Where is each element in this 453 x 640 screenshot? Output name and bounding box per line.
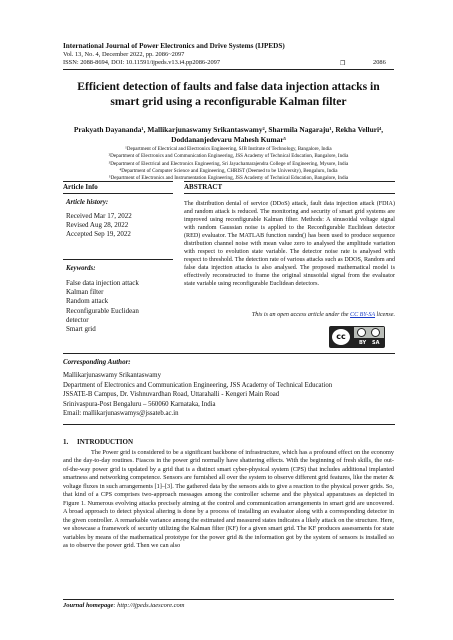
- keyword-item: detector: [66, 315, 89, 324]
- article-history-label: Article history:: [66, 199, 109, 206]
- open-access-prefix: This is an open access article under the: [251, 312, 351, 318]
- section-heading-introduction: 1. INTRODUCTION: [63, 438, 134, 446]
- abstract-top-rule: [184, 181, 395, 182]
- abstract-text: The distribution denial of service (DDoS) attack, fault data injection attack (FDIA) and random attack is reduced. The monitoring and security of smart grid systems are improved using reconfigurable Kalman filter. Methods: A sinusoidal voltage signal with random Gaussian noise is applied to the Reconfigurable Euclidean detector (RED) evaluator. The MATLAB function randn() has been used to produce sequence distribution channel noise with mean value zero to analysed the amplitude variation with respect to evolution state variable. The detector noise rate is analysed with respect to threshold. The detection rate of various attacks such as DDOS, Random and false data injection attacks is also analysed. The proposed mathematical model is effectively reconstructed to frame the original sinusoidal signal from the evaluator state variable using reconfigurable Euclidean detectors.: [184, 201, 395, 287]
- keywords-label: Keywords:: [66, 265, 96, 272]
- affiliation-4: ⁴Department of Computer Science and Engineering, CHRIST (Deemed to be University), Bengaluru, India: [119, 167, 338, 174]
- affiliation-5: ⁵Department of Electronics and Instrumentation Engineering, JSS Academy of Technical Education, Bangalore, India: [108, 175, 349, 182]
- authors-line-2: Doddananjedevaru Mahesh Kumar⁵: [171, 135, 286, 144]
- share-alike-icon: [371, 328, 380, 337]
- article-history: [66, 212, 132, 240]
- volume-line: Vol. 13, No. 4, December 2022, pp. 2086~2097: [63, 51, 185, 58]
- license-link[interactable]: CC BY-SA: [350, 312, 376, 318]
- paper-title: Efficient detection of faults and false data injection attacks in smart grid using a reconfigurable Kalman filter: [77, 80, 380, 108]
- corresponding-author-details: [63, 371, 395, 419]
- article-info-heading: Article Info: [63, 183, 98, 191]
- keywords-rule: [63, 259, 173, 260]
- keyword-item: Smart grid: [66, 325, 96, 334]
- footer-rule: [63, 599, 394, 600]
- history-received: Received Mar 17, 2022: [66, 212, 132, 220]
- page-number: 2086: [373, 59, 386, 66]
- issn-doi-line: ISSN: 2088-8694, DOI: 10.11591/ijpeds.v13.i4.pp2086-2097: [63, 59, 221, 66]
- keyword-list: [66, 279, 139, 334]
- corresponding-author-heading: Corresponding Author:: [63, 358, 131, 366]
- journal-name: International Journal of Power Electronics and Drive Systems (IJPEDS): [63, 42, 285, 50]
- journal-homepage-url[interactable]: : http://ijpeds.iaescore.com: [113, 602, 185, 609]
- authors-line-1: Prakyath Dayananda¹, Mallikarjunaswamy Srikantaswamy², Sharmila Nagaraju¹, Rekha Velluri⁴,: [73, 125, 384, 134]
- corresponding-campus: JSSATE-B Campus, Dr. Vishnuvardhan Road, Uttarahalli - Kengeri Main Road: [63, 391, 280, 398]
- article-info-top-rule: [63, 181, 173, 182]
- box-bottom-rule: [63, 353, 395, 354]
- affiliations: [63, 146, 394, 182]
- corresponding-email: Email: mallikarjunaswamys@jssateb.ac.in: [63, 410, 179, 417]
- corresponding-name: Mallikarjunaswamy Srikantaswamy: [63, 372, 161, 379]
- introduction-paragraph: The Power grid is considered to be a significant backbone of infrastructure, which has a profound effect on the economy and the day-to-day routines. Fiascos in the power grid normally have shattering effects. With the beginning of fresh skills, the out-of-the-way power grid is updated by a grid that is a distinct smart cyber-physical system (CPS) that includes additional implanted smartness and networking competence. Sensors are furnished all over the system to observe different grid features, like the meter & voltage fluxes in such arrangements [1]–[3]. The gathered data by the sensors aids to give a reaction to the physical power grids. So, that kind of a CPS comprises two-approach messages among the controller scheme and the physical apparatuses as depicted in Figure 1. Numerous evolving attacks precisely aiming at the control and communication arrangements in smart grid are uncovered. A broad approach to detect physical altering is done by a process of installing an evaluator along with a corresponding detector in the given controller. A remarkable variance among the estimated and measured states indicates a likely attack on the structure. Here, we showcase a framework of security utilizing the Kalman filter (KF) for a given smart grid. The KF produces assessments for state variables by means of the mathematical prototype for the power grid & the information got by the system of sensors is installed so as to observe the power grid. Then we can also: [63, 449, 394, 549]
- page-box-icon: ❒: [340, 60, 346, 67]
- attribution-person-icon: [357, 328, 366, 337]
- introduction-body: [63, 449, 394, 550]
- affiliation-2: ²Department of Electronics and Communication Engineering, JSS Academy of Technical Education, Bangalore, India: [108, 153, 349, 160]
- author-list: [63, 125, 394, 145]
- open-access-suffix: license.: [375, 312, 395, 318]
- history-revised: Revised Aug 28, 2022: [66, 221, 129, 230]
- cc-by-text: BY: [359, 340, 367, 346]
- affiliation-3: ³Department of Electrical and Electronics Engineering, Sri Jayachamarajendra College of Engineering, Mysore, India: [108, 160, 349, 167]
- corresponding-department: Department of Electronics and Communication Engineering, JSS Academy of Technical Education: [63, 381, 333, 389]
- header-rule: [63, 69, 394, 70]
- abstract-heading: ABSTRACT: [184, 183, 223, 191]
- affiliation-1: ¹Department of Electrical and Electronics Engineering, SJB Institute of Technology, Bangalore, India: [125, 146, 332, 152]
- corresponding-city: Srinivaspura-Post Bengaluru – 560060 Karnataka, India: [63, 400, 216, 408]
- keyword-item: Kalman filter: [66, 288, 104, 297]
- abstract-head-rule: [184, 193, 395, 194]
- article-info-head-rule: [63, 193, 173, 194]
- journal-homepage: [63, 602, 184, 609]
- open-access-statement: [184, 312, 395, 318]
- journal-homepage-label: Journal homepage: [63, 602, 114, 609]
- cc-logo-icon: cc: [330, 327, 352, 347]
- history-accepted: Accepted Sep 19, 2022: [66, 230, 131, 239]
- keyword-item: Random attack: [66, 297, 109, 306]
- keyword-item: Reconfigurable Euclidean: [66, 306, 139, 315]
- corresponding-bottom-rule: [63, 424, 395, 425]
- keyword-item: False data injection attack: [66, 279, 139, 287]
- cc-sa-text: SA: [372, 340, 380, 346]
